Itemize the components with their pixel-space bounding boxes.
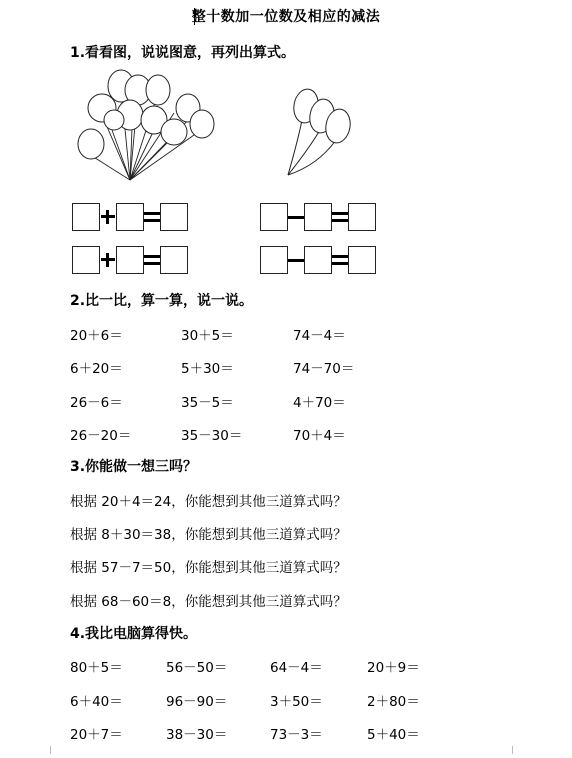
equation: 26－6＝ xyxy=(70,395,123,411)
subtraction-box-row-2 xyxy=(260,246,380,276)
plus-sign xyxy=(98,250,118,270)
answer-box[interactable] xyxy=(72,246,100,274)
answer-box[interactable] xyxy=(304,203,332,231)
equation: 6＋20＝ xyxy=(70,361,123,377)
equation: 74－4＝ xyxy=(293,328,346,344)
subtraction-box-row-1 xyxy=(260,203,380,233)
equation: 20＋6＝ xyxy=(70,328,123,344)
equation: 80＋5＝ xyxy=(70,660,123,676)
answer-box[interactable] xyxy=(304,246,332,274)
equation: 2＋80＝ xyxy=(367,694,420,710)
page-corner-mark xyxy=(42,746,51,754)
equation: 30＋5＝ xyxy=(181,328,234,344)
answer-box[interactable] xyxy=(72,203,100,231)
equation: 74－70＝ xyxy=(293,361,355,377)
question-sentence: 根据 57－7＝50，你能想到其他三道算式吗？ xyxy=(70,560,347,576)
equation: 35－30＝ xyxy=(181,428,243,444)
section-4-heading: 4.我比电脑算得快。 xyxy=(70,626,198,642)
question-sentence: 根据 20＋4＝24，你能想到其他三道算式吗？ xyxy=(70,494,347,510)
equation: 38－30＝ xyxy=(166,727,228,743)
answer-box[interactable] xyxy=(116,246,144,274)
section-2-heading: 2.比一比，算一算，说一说。 xyxy=(70,293,254,309)
page-corner-mark xyxy=(512,746,521,754)
minus-sign xyxy=(286,250,306,270)
answer-box[interactable] xyxy=(160,203,188,231)
equation: 6＋40＝ xyxy=(70,694,123,710)
equation: 35－5＝ xyxy=(181,395,234,411)
answer-box[interactable] xyxy=(348,246,376,274)
balloon-bunch-illustration xyxy=(74,68,219,183)
answer-box[interactable] xyxy=(116,203,144,231)
equation: 4＋70＝ xyxy=(293,395,346,411)
section-4-row xyxy=(70,656,550,676)
section-2-row xyxy=(70,424,550,444)
addition-box-row-1 xyxy=(72,203,192,233)
three-balloons-illustration xyxy=(278,80,358,180)
equation: 56－50＝ xyxy=(166,660,228,676)
section-2-row xyxy=(70,324,550,344)
equals-sign xyxy=(330,250,350,270)
equation: 26－20＝ xyxy=(70,428,132,444)
equation: 20＋7＝ xyxy=(70,727,123,743)
section-3-heading: 3.你能做一想三吗？ xyxy=(70,459,198,475)
page-title: 整十数加一位数及相应的减法 xyxy=(191,9,381,25)
section-1-heading: 1.看看图，说说图意，再列出算式。 xyxy=(70,45,296,61)
equation: 73－3＝ xyxy=(270,727,323,743)
answer-box[interactable] xyxy=(260,246,288,274)
section-4-row xyxy=(70,690,550,710)
equation: 5＋30＝ xyxy=(181,361,234,377)
equals-sign xyxy=(142,250,162,270)
equals-sign xyxy=(330,207,350,227)
section-2-row xyxy=(70,391,550,411)
question-sentence: 根据 68－60＝8，你能想到其他三道算式吗？ xyxy=(70,594,347,610)
answer-box[interactable] xyxy=(160,246,188,274)
addition-box-row-2 xyxy=(72,246,192,276)
question-sentence: 根据 8＋30＝38，你能想到其他三道算式吗？ xyxy=(70,527,347,543)
equation: 70＋4＝ xyxy=(293,428,346,444)
plus-sign xyxy=(98,207,118,227)
section-4-row xyxy=(70,723,550,743)
equation: 96－90＝ xyxy=(166,694,228,710)
minus-sign xyxy=(286,207,306,227)
equation: 20＋9＝ xyxy=(367,660,420,676)
equals-sign xyxy=(142,207,162,227)
equation: 5＋40＝ xyxy=(367,727,420,743)
answer-box[interactable] xyxy=(260,203,288,231)
equation: 3＋50＝ xyxy=(270,694,323,710)
answer-box[interactable] xyxy=(348,203,376,231)
equation: 64－4＝ xyxy=(270,660,323,676)
section-2-row xyxy=(70,357,550,377)
